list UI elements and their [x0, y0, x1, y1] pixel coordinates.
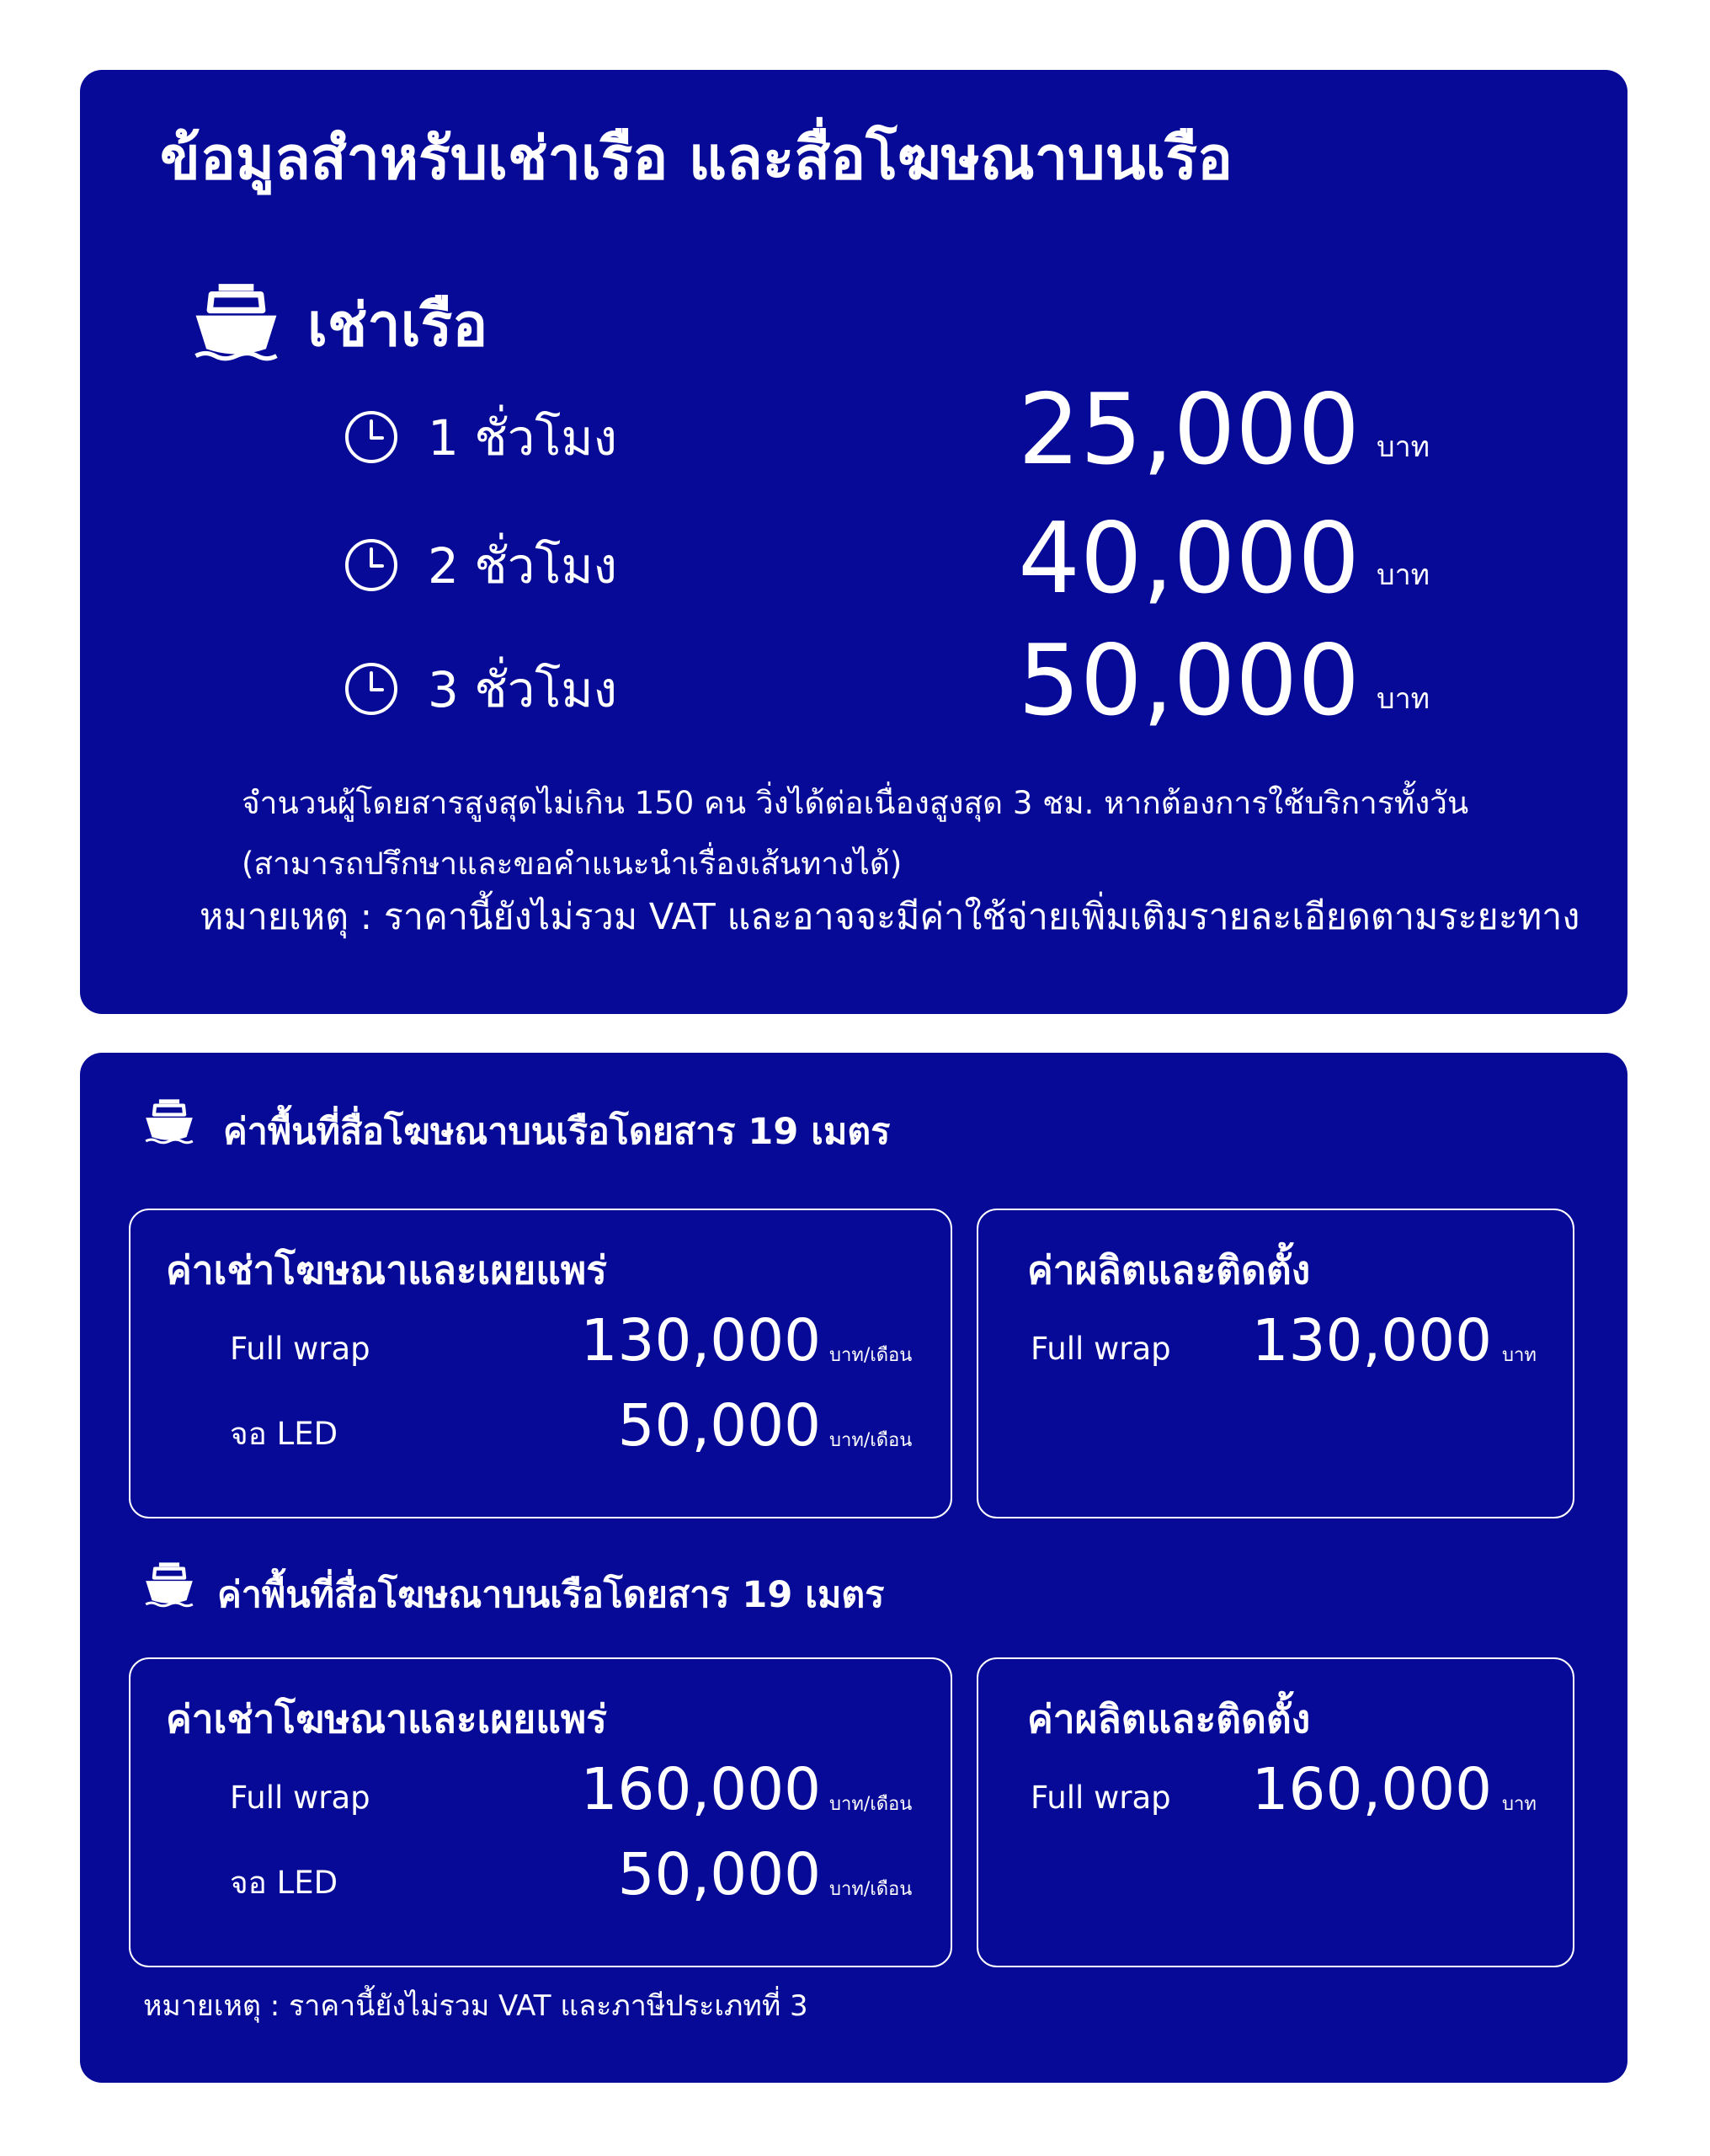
ad-item-label: Full wrap: [230, 1331, 370, 1367]
price-unit: บาท: [1377, 558, 1430, 592]
rental-price: 40,000: [1018, 502, 1360, 616]
price-unit: บาท: [1377, 430, 1430, 464]
ad-rent-box-title: ค่าเช่าโฆษณาและเผยแพร่: [166, 1696, 607, 1742]
ad-item-label: จอ LED: [230, 1865, 338, 1901]
capacity-note-line1: จำนวนผู้โดยสารสูงสุดไม่เกิน 150 คน วิ่งได้ต่อเนื่องสูงสุด 3 ชม. หากต้องการใช้บริการทั้งวัน: [242, 785, 1469, 821]
ad-rent-box: [129, 1209, 952, 1518]
rental-remark: หมายเหตุ : ราคานี้ยังไม่รวม VAT และอาจจะมีค่าใช้จ่ายเพิ่มเติมรายละเอียดตามระยะทาง: [200, 896, 1580, 938]
ad-item-unit: บาท: [1502, 1794, 1537, 1815]
ad-rent-box: [129, 1657, 952, 1967]
clock-icon: [344, 661, 399, 717]
duration-label: 1 ชั่วโมง: [428, 409, 617, 467]
ad-item-price: 130,000: [1251, 1307, 1492, 1374]
ad-item-label: Full wrap: [1031, 1331, 1171, 1367]
clock-icon: [344, 409, 399, 465]
ad-production-box-title: ค่าผลิตและติดตั้ง: [1027, 1696, 1311, 1742]
boat-icon: [143, 1561, 195, 1609]
duration-label: 3 ชั่วโมง: [428, 661, 617, 718]
rental-price: 25,000: [1018, 373, 1360, 487]
duration-label: 2 ชั่วโมง: [428, 537, 617, 595]
price-unit: บาท: [1377, 682, 1430, 716]
ad-item-label: จอ LED: [230, 1416, 338, 1452]
ad-item-unit: บาท/เดือน: [829, 1794, 913, 1815]
rental-price: 50,000: [1018, 624, 1360, 738]
boat-rental-section-title: เช่าเรือ: [307, 291, 488, 360]
boat-rental-panel: [80, 70, 1627, 1014]
ad-item-unit: บาท/เดือน: [829, 1879, 913, 1900]
ad-rent-box-title: ค่าเช่าโฆษณาและเผยแพร่: [166, 1247, 607, 1293]
ad-production-box: [977, 1209, 1574, 1518]
ad-item-unit: บาท: [1502, 1345, 1537, 1366]
ad-section-heading: ค่าพื้นที่สื่อโฆษณาบนเรือโดยสาร 19 เมตร: [217, 1574, 885, 1616]
ad-item-label: Full wrap: [1031, 1780, 1171, 1816]
boat-advertising-panel: [80, 1053, 1627, 2083]
page-title: ข้อมูลสำหรับเช่าเรือ และสื่อโฆษณาบนเรือ: [160, 124, 1233, 193]
boat-icon: [192, 280, 280, 365]
ad-item-unit: บาท/เดือน: [829, 1430, 913, 1451]
ad-item-label: Full wrap: [230, 1780, 370, 1816]
boat-icon: [143, 1097, 195, 1146]
clock-icon: [344, 537, 399, 593]
ad-production-box: [977, 1657, 1574, 1967]
capacity-note: [242, 773, 1589, 894]
ad-production-box-title: ค่าผลิตและติดตั้ง: [1027, 1247, 1311, 1293]
ads-footnote: หมายเหตุ : ราคานี้ยังไม่รวม VAT และภาษีประเภทที่ 3: [143, 1989, 808, 2023]
ad-item-price: 160,000: [580, 1756, 821, 1823]
ad-section-heading: ค่าพื้นที่สื่อโฆษณาบนเรือโดยสาร 19 เมตร: [223, 1111, 891, 1153]
ad-item-price: 130,000: [580, 1307, 821, 1374]
capacity-note-line2: (สามารถปรึกษาและขอคำแนะนำเรื่องเส้นทางได้): [242, 846, 903, 882]
ad-item-price: 50,000: [617, 1841, 821, 1908]
ad-item-unit: บาท/เดือน: [829, 1345, 913, 1366]
ad-item-price: 160,000: [1251, 1756, 1492, 1823]
ad-item-price: 50,000: [617, 1392, 821, 1460]
